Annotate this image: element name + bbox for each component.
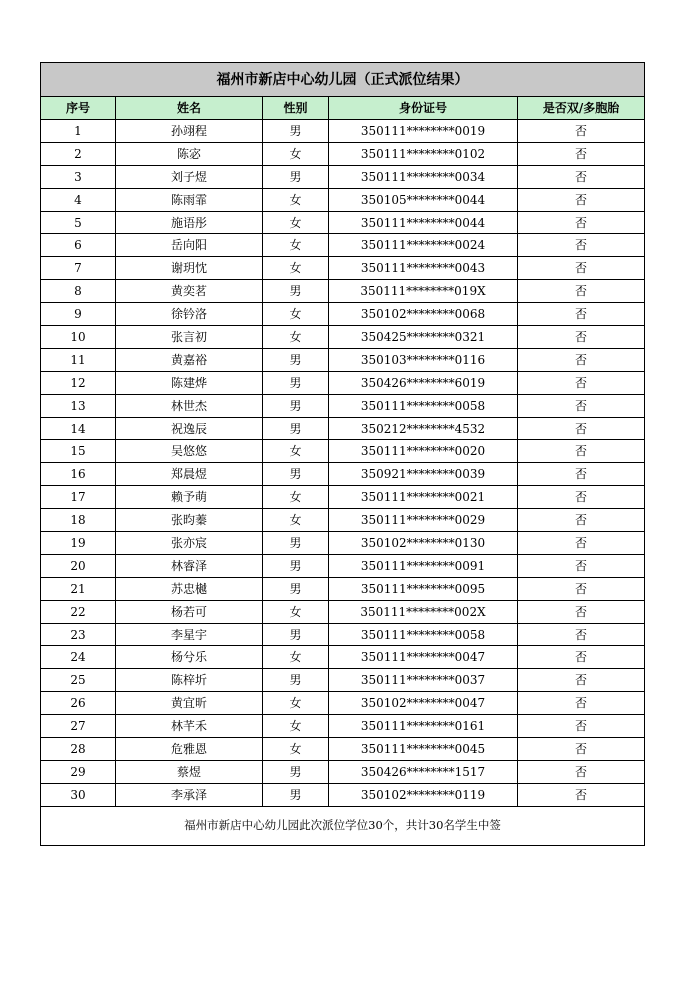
result-sheet [40,62,644,846]
cell-twins: 否 [518,303,645,326]
cell-serial: 21 [41,577,116,600]
cell-gender: 男 [263,760,329,783]
table-row [41,394,645,417]
table-row [41,532,645,555]
table-row [41,577,645,600]
cell-serial: 4 [41,188,116,211]
cell-twins: 否 [518,509,645,532]
cell-twins: 否 [518,600,645,623]
cell-id-number: 350921********0039 [329,463,518,486]
cell-serial: 28 [41,738,116,761]
table-row [41,669,645,692]
table-row [41,280,645,303]
cell-gender: 女 [263,600,329,623]
header-name: 姓名 [116,97,263,120]
header-gender: 性别 [263,97,329,120]
cell-serial: 15 [41,440,116,463]
cell-id-number: 350105********0044 [329,188,518,211]
cell-serial: 23 [41,623,116,646]
table-row [41,440,645,463]
table-row [41,165,645,188]
cell-name: 杨若可 [116,600,263,623]
table-row [41,188,645,211]
cell-id-number: 350111********0045 [329,738,518,761]
cell-name: 李星宇 [116,623,263,646]
cell-gender: 女 [263,509,329,532]
cell-name: 陈雨霏 [116,188,263,211]
cell-serial: 5 [41,211,116,234]
header-twins: 是否双/多胞胎 [518,97,645,120]
cell-serial: 20 [41,554,116,577]
cell-twins: 否 [518,532,645,555]
cell-twins: 否 [518,554,645,577]
cell-id-number: 350425********0321 [329,326,518,349]
cell-name: 杨兮乐 [116,646,263,669]
cell-name: 李承泽 [116,783,263,806]
table-row [41,623,645,646]
title-row [41,63,645,97]
cell-twins: 否 [518,577,645,600]
header-row [41,97,645,120]
cell-name: 张亦宸 [116,532,263,555]
cell-gender: 女 [263,234,329,257]
cell-id-number: 350111********0047 [329,646,518,669]
cell-twins: 否 [518,692,645,715]
cell-twins: 否 [518,394,645,417]
cell-serial: 16 [41,463,116,486]
cell-gender: 男 [263,669,329,692]
cell-name: 岳向阳 [116,234,263,257]
table-row [41,509,645,532]
table-row [41,142,645,165]
footer-note: 福州市新店中心幼儿园此次派位学位30个，共计30名学生中签 [41,806,645,845]
cell-serial: 25 [41,669,116,692]
cell-twins: 否 [518,188,645,211]
cell-twins: 否 [518,738,645,761]
cell-twins: 否 [518,440,645,463]
cell-serial: 11 [41,348,116,371]
cell-name: 谢玥忱 [116,257,263,280]
cell-id-number: 350111********0058 [329,623,518,646]
cell-name: 苏忠樾 [116,577,263,600]
cell-name: 危雅恩 [116,738,263,761]
cell-gender: 男 [263,783,329,806]
cell-id-number: 350111********0043 [329,257,518,280]
cell-gender: 女 [263,303,329,326]
table-row [41,692,645,715]
table-row [41,760,645,783]
cell-gender: 男 [263,417,329,440]
cell-serial: 24 [41,646,116,669]
cell-gender: 男 [263,554,329,577]
cell-name: 张言初 [116,326,263,349]
cell-id-number: 350111********0029 [329,509,518,532]
cell-gender: 女 [263,715,329,738]
cell-twins: 否 [518,280,645,303]
cell-serial: 9 [41,303,116,326]
cell-name: 徐钤洛 [116,303,263,326]
cell-gender: 男 [263,371,329,394]
cell-name: 陈宓 [116,142,263,165]
cell-id-number: 350111********002X [329,600,518,623]
cell-serial: 8 [41,280,116,303]
header-id-number: 身份证号 [329,97,518,120]
cell-id-number: 350102********0068 [329,303,518,326]
table-row [41,326,645,349]
cell-gender: 女 [263,142,329,165]
cell-gender: 女 [263,188,329,211]
cell-id-number: 350111********019X [329,280,518,303]
cell-gender: 女 [263,257,329,280]
cell-gender: 男 [263,577,329,600]
table-row [41,463,645,486]
footer-row [41,806,645,845]
cell-serial: 2 [41,142,116,165]
cell-serial: 6 [41,234,116,257]
table-row [41,348,645,371]
table-row [41,646,645,669]
cell-twins: 否 [518,783,645,806]
cell-id-number: 350111********0019 [329,120,518,143]
cell-gender: 男 [263,280,329,303]
cell-id-number: 350111********0034 [329,165,518,188]
table-body [41,120,645,807]
cell-serial: 10 [41,326,116,349]
cell-gender: 女 [263,738,329,761]
table-row [41,417,645,440]
cell-name: 张昀蓁 [116,509,263,532]
table-row [41,257,645,280]
table-row [41,303,645,326]
cell-id-number: 350111********0020 [329,440,518,463]
cell-serial: 1 [41,120,116,143]
cell-name: 陈梓圻 [116,669,263,692]
cell-name: 林芊禾 [116,715,263,738]
cell-twins: 否 [518,715,645,738]
cell-twins: 否 [518,760,645,783]
cell-id-number: 350111********0095 [329,577,518,600]
cell-id-number: 350102********0119 [329,783,518,806]
cell-serial: 26 [41,692,116,715]
cell-name: 黄宜昕 [116,692,263,715]
cell-twins: 否 [518,646,645,669]
table-row [41,234,645,257]
cell-serial: 12 [41,371,116,394]
cell-twins: 否 [518,417,645,440]
cell-gender: 女 [263,326,329,349]
cell-gender: 男 [263,394,329,417]
cell-id-number: 350111********0021 [329,486,518,509]
cell-gender: 男 [263,623,329,646]
table-row [41,371,645,394]
cell-id-number: 350103********0116 [329,348,518,371]
cell-twins: 否 [518,623,645,646]
cell-id-number: 350212********4532 [329,417,518,440]
cell-id-number: 350426********1517 [329,760,518,783]
cell-gender: 男 [263,532,329,555]
cell-name: 林睿泽 [116,554,263,577]
cell-twins: 否 [518,348,645,371]
cell-gender: 女 [263,211,329,234]
cell-gender: 男 [263,120,329,143]
cell-name: 吴悠悠 [116,440,263,463]
cell-twins: 否 [518,486,645,509]
cell-twins: 否 [518,463,645,486]
cell-gender: 男 [263,165,329,188]
cell-id-number: 350102********0047 [329,692,518,715]
cell-serial: 22 [41,600,116,623]
cell-name: 施语彤 [116,211,263,234]
table-row [41,600,645,623]
cell-id-number: 350111********0037 [329,669,518,692]
cell-gender: 男 [263,348,329,371]
cell-twins: 否 [518,234,645,257]
cell-name: 刘子煜 [116,165,263,188]
cell-name: 蔡煜 [116,760,263,783]
cell-twins: 否 [518,211,645,234]
cell-name: 郑晨煜 [116,463,263,486]
cell-serial: 7 [41,257,116,280]
cell-gender: 男 [263,463,329,486]
cell-id-number: 350111********0058 [329,394,518,417]
cell-serial: 30 [41,783,116,806]
cell-twins: 否 [518,669,645,692]
cell-name: 孙翊程 [116,120,263,143]
cell-gender: 女 [263,692,329,715]
cell-gender: 女 [263,486,329,509]
table-row [41,486,645,509]
cell-twins: 否 [518,120,645,143]
cell-serial: 17 [41,486,116,509]
cell-name: 林世杰 [116,394,263,417]
header-serial: 序号 [41,97,116,120]
cell-name: 赖予萌 [116,486,263,509]
cell-id-number: 350111********0044 [329,211,518,234]
placement-result-table [40,62,645,846]
cell-twins: 否 [518,371,645,394]
cell-serial: 27 [41,715,116,738]
cell-serial: 18 [41,509,116,532]
cell-gender: 女 [263,440,329,463]
cell-name: 祝逸辰 [116,417,263,440]
cell-id-number: 350111********0091 [329,554,518,577]
cell-serial: 19 [41,532,116,555]
cell-serial: 3 [41,165,116,188]
cell-id-number: 350111********0161 [329,715,518,738]
table-row [41,120,645,143]
table-row [41,738,645,761]
cell-name: 黄奕茗 [116,280,263,303]
cell-serial: 13 [41,394,116,417]
cell-twins: 否 [518,326,645,349]
table-row [41,554,645,577]
cell-serial: 29 [41,760,116,783]
cell-id-number: 350426********6019 [329,371,518,394]
table-row [41,783,645,806]
cell-id-number: 350111********0102 [329,142,518,165]
cell-twins: 否 [518,257,645,280]
table-row [41,715,645,738]
cell-name: 黄嘉裕 [116,348,263,371]
cell-gender: 女 [263,646,329,669]
cell-name: 陈建烨 [116,371,263,394]
cell-twins: 否 [518,142,645,165]
cell-id-number: 350102********0130 [329,532,518,555]
table-row [41,211,645,234]
cell-twins: 否 [518,165,645,188]
cell-id-number: 350111********0024 [329,234,518,257]
table-title: 福州市新店中心幼儿园（正式派位结果） [41,63,645,97]
cell-serial: 14 [41,417,116,440]
